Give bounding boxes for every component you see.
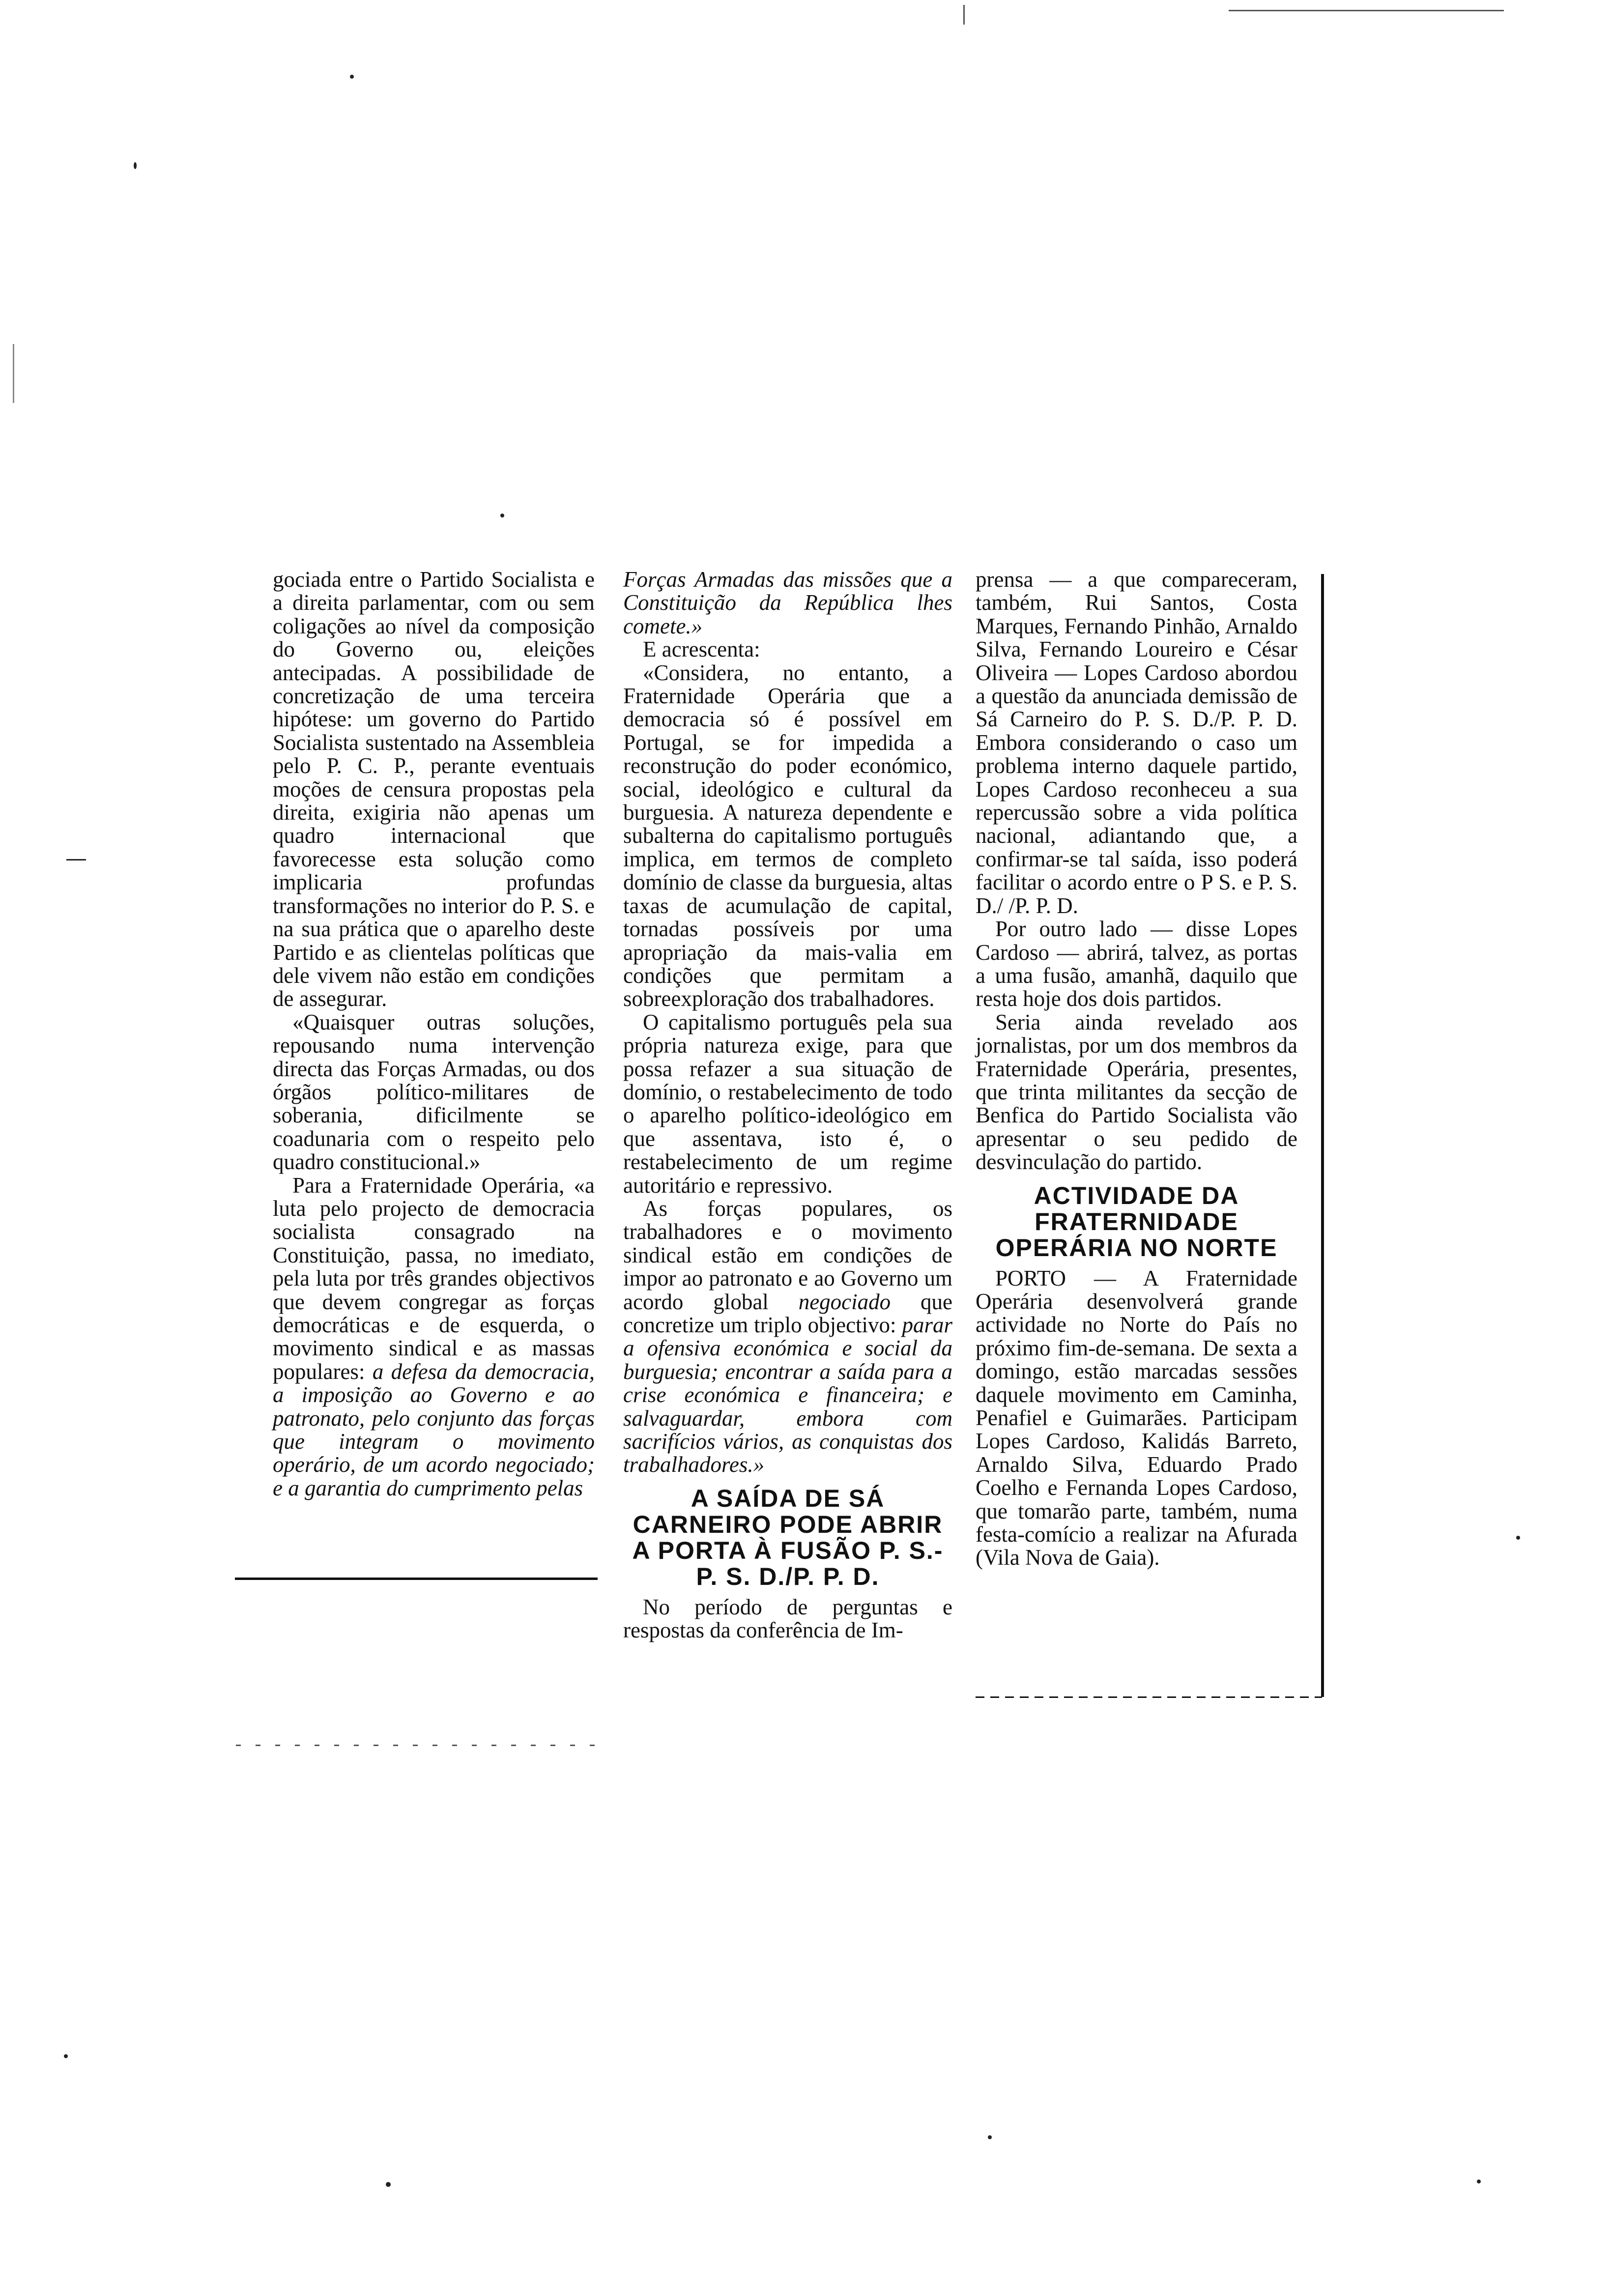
paragraph-italic-text: parar a ofensiva económica e social da burguesia; encontrar a saída para a crise económica e financeira; e salvaguardar, embora com sacrifícios vários, as conquistas dos trabalhadores.»	[623, 1313, 953, 1477]
column-rule-bottom-3	[976, 1696, 1322, 1698]
column-rule-right	[1321, 574, 1324, 1697]
scan-mark	[963, 5, 965, 25]
scan-speck	[988, 2135, 992, 2139]
section-headline: A SAÍDA DE SÁ CARNEIRO PODE ABRIR A PORTA À FUSÃO P. S.-P. S. D./P. P. D.	[632, 1484, 944, 1590]
scan-speck	[13, 344, 14, 403]
scan-speck	[1516, 1536, 1520, 1540]
scan-speck	[350, 75, 354, 79]
paragraph-italic: Forças Armadas das missões que a Constituição da República lhes comete.»	[623, 567, 952, 638]
article-column-1	[273, 568, 595, 1500]
paragraph	[273, 1174, 595, 1500]
paragraph: Por outro lado — disse Lopes Cardoso — abrirá, talvez, as portas a uma fusão, amanhã, daquilo que resta hoje dos dois partidos.	[976, 917, 1297, 1011]
scan-speck	[64, 2054, 68, 2058]
scan-speck	[500, 514, 504, 517]
scan-speck	[386, 2182, 391, 2187]
paragraph: PORTO — A Fraternidade Operária desenvolverá grande actividade no Norte do País no próximo fim-de-semana. De sexta a domingo, estão marcadas sessões daquele movimento em Caminha, Penafiel e Guimarães. Participam Lopes Cardoso, Kalidás Barreto, Arnaldo Silva, Eduardo Prado Coelho e Fernanda Lopes Cardoso, que tomarão parte, também, numa festa-comício a realizar na Afurada (Vila Nova de Gaia).	[976, 1265, 1297, 1570]
paragraph-italic-text: a defesa da democracia, a imposição ao Governo e ao patronato, pelo conjunto das forças que integram o movimento operário, de um acordo negociado; e a garantia do cumprimento pelas	[273, 1359, 595, 1500]
paragraph: No período de perguntas e respostas da conferência de Im-	[623, 1594, 952, 1643]
paragraph: «Considera, no entanto, a Fraternidade Operária que a democracia só é possível em Portugal, se for impedida a reconstrução do poder económico, social, ideológico e cultural da burguesia. A natureza dependente e subalterna do capitalismo português implica, em termos de completo domínio de classe da burguesia, altas taxas de acumulação de capital, tornadas possíveis por uma apropriação da mais-valia em condições que permitam a sobreexploração dos trabalhadores.	[623, 660, 952, 1011]
article-column-3	[976, 568, 1297, 1570]
paragraph: E acrescenta:	[643, 637, 760, 662]
paragraph-text: As forças populares, os trabalhadores e o movimento sindical estão em condições de impor ao patronato e ao Governo um acordo global	[623, 1196, 952, 1314]
paragraph-italic-word: negociado	[798, 1289, 891, 1314]
scan-speck	[66, 859, 86, 861]
column-rule-bottom	[235, 1578, 598, 1580]
scan-speck	[134, 162, 137, 169]
paragraph-text: que concretize um triplo objectivo:	[623, 1289, 953, 1337]
paragraph: Seria ainda revelado aos jornalistas, por um dos membros da Fraternidade Operária, presentes, que trinta militantes da secção de Benfica do Partido Socialista vão apresentar o seu pedido de desvinculação do partido.	[976, 1009, 1297, 1175]
paragraph	[623, 1197, 952, 1477]
paragraph: prensa — a que compareceram, também, Rui Santos, Costa Marques, Fernando Pinhão, Arnaldo Silva, Fernando Loureiro e César Oliveira — Lopes Cardoso abordou a questão da anunciada demissão de Sá Carneiro do P. S. D./P. P. D. Embora considerando o caso um problema interno daquele partido, Lopes Cardoso reconheceu a sua repercussão sobre a vida política nacional, adiantando que, a confirmar-se tal saída, isso poderá facilitar o acordo entre o P S. e P. S. D./ /P. P. D.	[976, 567, 1297, 918]
scan-mark	[1229, 10, 1504, 11]
paragraph: gociada entre o Partido Socialista e a direita parlamentar, com ou sem coligações ao nível da composição do Governo ou, eleições antecipadas. A possibilidade de concretização de uma terceira hipótese: um governo do Partido Socialista sustentado na Assembleia pelo P. C. P., perante eventuais moções de censura propostas pela direita, exigiria não apenas um quadro internacional que favorecesse esta solução como implicaria profundas transformações no interior do P. S. e na sua prática que o aparelho deste Partido e as clientelas políticas que dele vivem não estão em condições de assegurar.	[273, 567, 595, 1011]
article-column-2	[623, 568, 952, 1642]
section-headline: ACTIVIDADE DA FRATERNIDADE OPERÁRIA NO NORTE	[995, 1181, 1278, 1262]
paragraph: O capitalismo português pela sua própria natureza exige, para que possa refazer a sua situação de domínio, o restabelecimento de todo o aparelho político-ideológico em que assentava, isto é, o restabelecimento de um regime autoritário e repressivo.	[623, 1009, 952, 1198]
paragraph: «Quaisquer outras soluções, repousando numa intervenção directa das Forças Armadas, ou dos órgãos político-militares de soberania, dificilmente se coadunaria com o respeito pelo quadro constitucional.»	[273, 1009, 595, 1175]
scan-mark	[236, 1745, 602, 1746]
paragraph-text: Para a Fraternidade Operária, «a luta pelo projecto de democracia socialista consagrado na Constituição, passa, no imediato, pela luta por três grandes objectivos que devem congregar as forças democráticas e de esquerda, o movimento sindical e as massas populares:	[273, 1173, 595, 1384]
scan-speck	[1477, 2180, 1481, 2183]
